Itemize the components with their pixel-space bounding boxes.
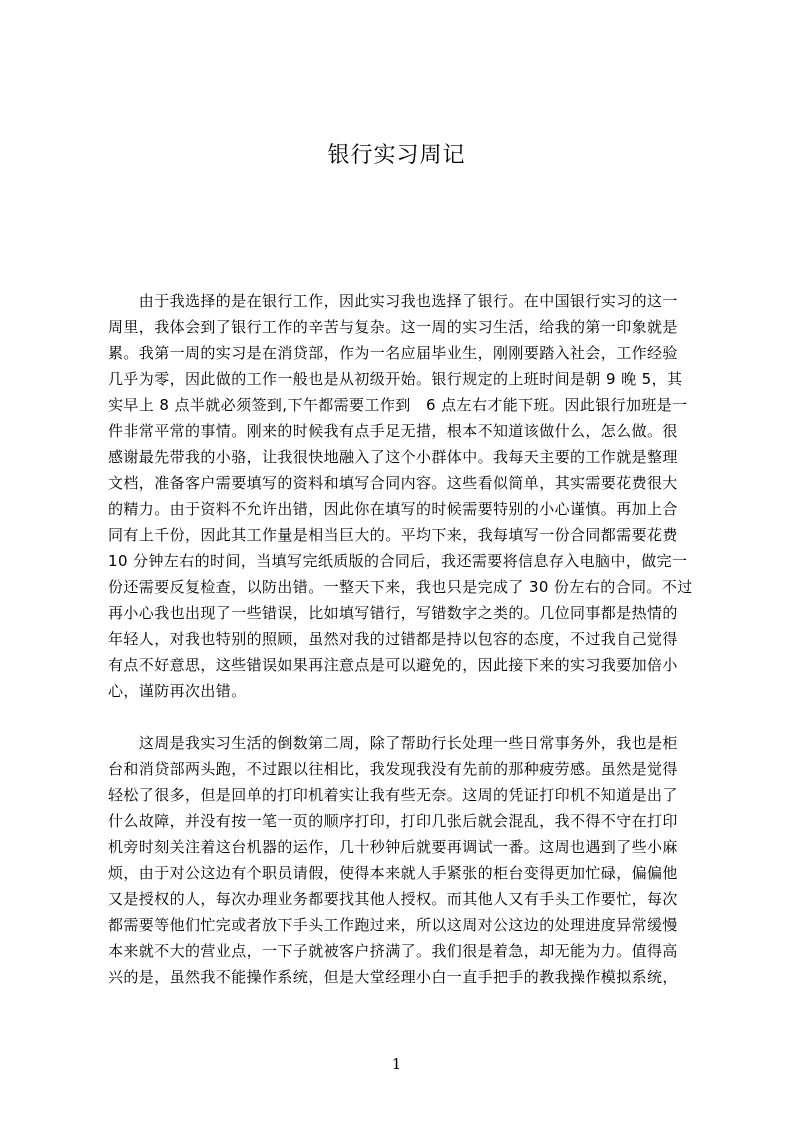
text-line: 周里，我体会到了银行工作的辛苦与复杂。这一周的实习生活，给我的第一印象就是 (108, 318, 678, 336)
page-number: 1 (391, 1055, 402, 1073)
text-line: 文档，准备客户需要填写的资料和填写合同内容。这些看似简单，其实需要花费很大 (108, 474, 678, 492)
text-line: 10 分钟左右的时间，当填写完纸质版的合同后，我还需要将信息存入电脑中，做完一 (108, 552, 688, 570)
text-line: 份还需要反复检查，以防出错。一整天下来，我也只是完成了 30 份左右的合同。不过 (108, 578, 693, 596)
text-line: 实早上 8 点半就必须签到,下午都需要工作到 6 点左右才能下班。因此银行加班是一 (108, 396, 688, 414)
text-line: 本来就不大的营业点，一下子就被客户挤满了。我们很是着急，却无能为力。值得高 (108, 942, 678, 960)
text-line: 轻松了很多，但是回单的打印机着实让我有些无奈。这周的凭证打印机不知道是出了 (108, 786, 678, 804)
text-line: 由于我选择的是在银行工作，因此实习我也选择了银行。在中国银行实习的这一 (108, 292, 678, 310)
text-line: 件非常平常的事情。刚来的时候我有点手足无措，根本不知道该做什么，怎么做。很 (108, 422, 678, 440)
text-line: 台和消贷部两头跑，不过跟以往相比，我发现我没有先前的那种疲劳感。虽然是觉得 (108, 760, 678, 778)
text-line: 年轻人，对我也特别的照顾，虽然对我的过错都是持以包容的态度，不过我自己觉得 (108, 630, 678, 648)
text-line: 都需要等他们忙完或者放下手头工作跑过来，所以这周对公这边的处理进度异常缓慢 (108, 916, 678, 934)
text-line: 同有上千份，因此其工作量是相当巨大的。平均下来，我每填写一份合同都需要花费 (108, 526, 678, 544)
page-title: 银行实习周记 (327, 143, 466, 168)
text-line: 烦，由于对公这边有个职员请假，使得本来就人手紧张的柜台变得更加忙碌，偏偏他 (108, 864, 678, 882)
text-line: 再小心我也出现了一些错误，比如填写错行，写错数字之类的。几位同事都是热情的 (108, 604, 678, 622)
text-line: 又是授权的人，每次办理业务都要找其他人授权。而其他人又有手头工作要忙，每次 (108, 890, 678, 908)
text-line: 机旁时刻关注着这台机器的运作，几十秒钟后就要再调试一番。这周也遇到了些小麻 (108, 838, 678, 856)
text-line: 几乎为零，因此做的工作一般也是从初级开始。银行规定的上班时间是朝 9 晚 5，其 (108, 370, 683, 388)
text-line: 这周是我实习生活的倒数第二周，除了帮助行长处理一些日常事务外，我也是柜 (108, 734, 678, 752)
text-line: 兴的是，虽然我不能操作系统，但是大堂经理小白一直手把手的教我操作模拟系统， (108, 968, 678, 986)
text-line: 的精力。由于资料不允许出错，因此你在填写的时候需要特别的小心谨慎。再加上合 (108, 500, 678, 518)
text-line: 累。我第一周的实习是在消贷部，作为一名应届毕业生，刚刚要踏入社会，工作经验 (108, 344, 678, 362)
text-line: 感谢最先带我的小骆，让我很快地融入了这个小群体中。我每天主要的工作就是整理 (108, 448, 678, 466)
text-line: 什么故障，并没有按一笔一页的顺序打印，打印几张后就会混乱，我不得不守在打印 (108, 812, 678, 830)
text-line: 有点不好意思，这些错误如果再注意点是可以避免的，因此接下来的实习我要加倍小 (108, 656, 678, 674)
text-line: 心，谨防再次出错。 (108, 682, 247, 700)
